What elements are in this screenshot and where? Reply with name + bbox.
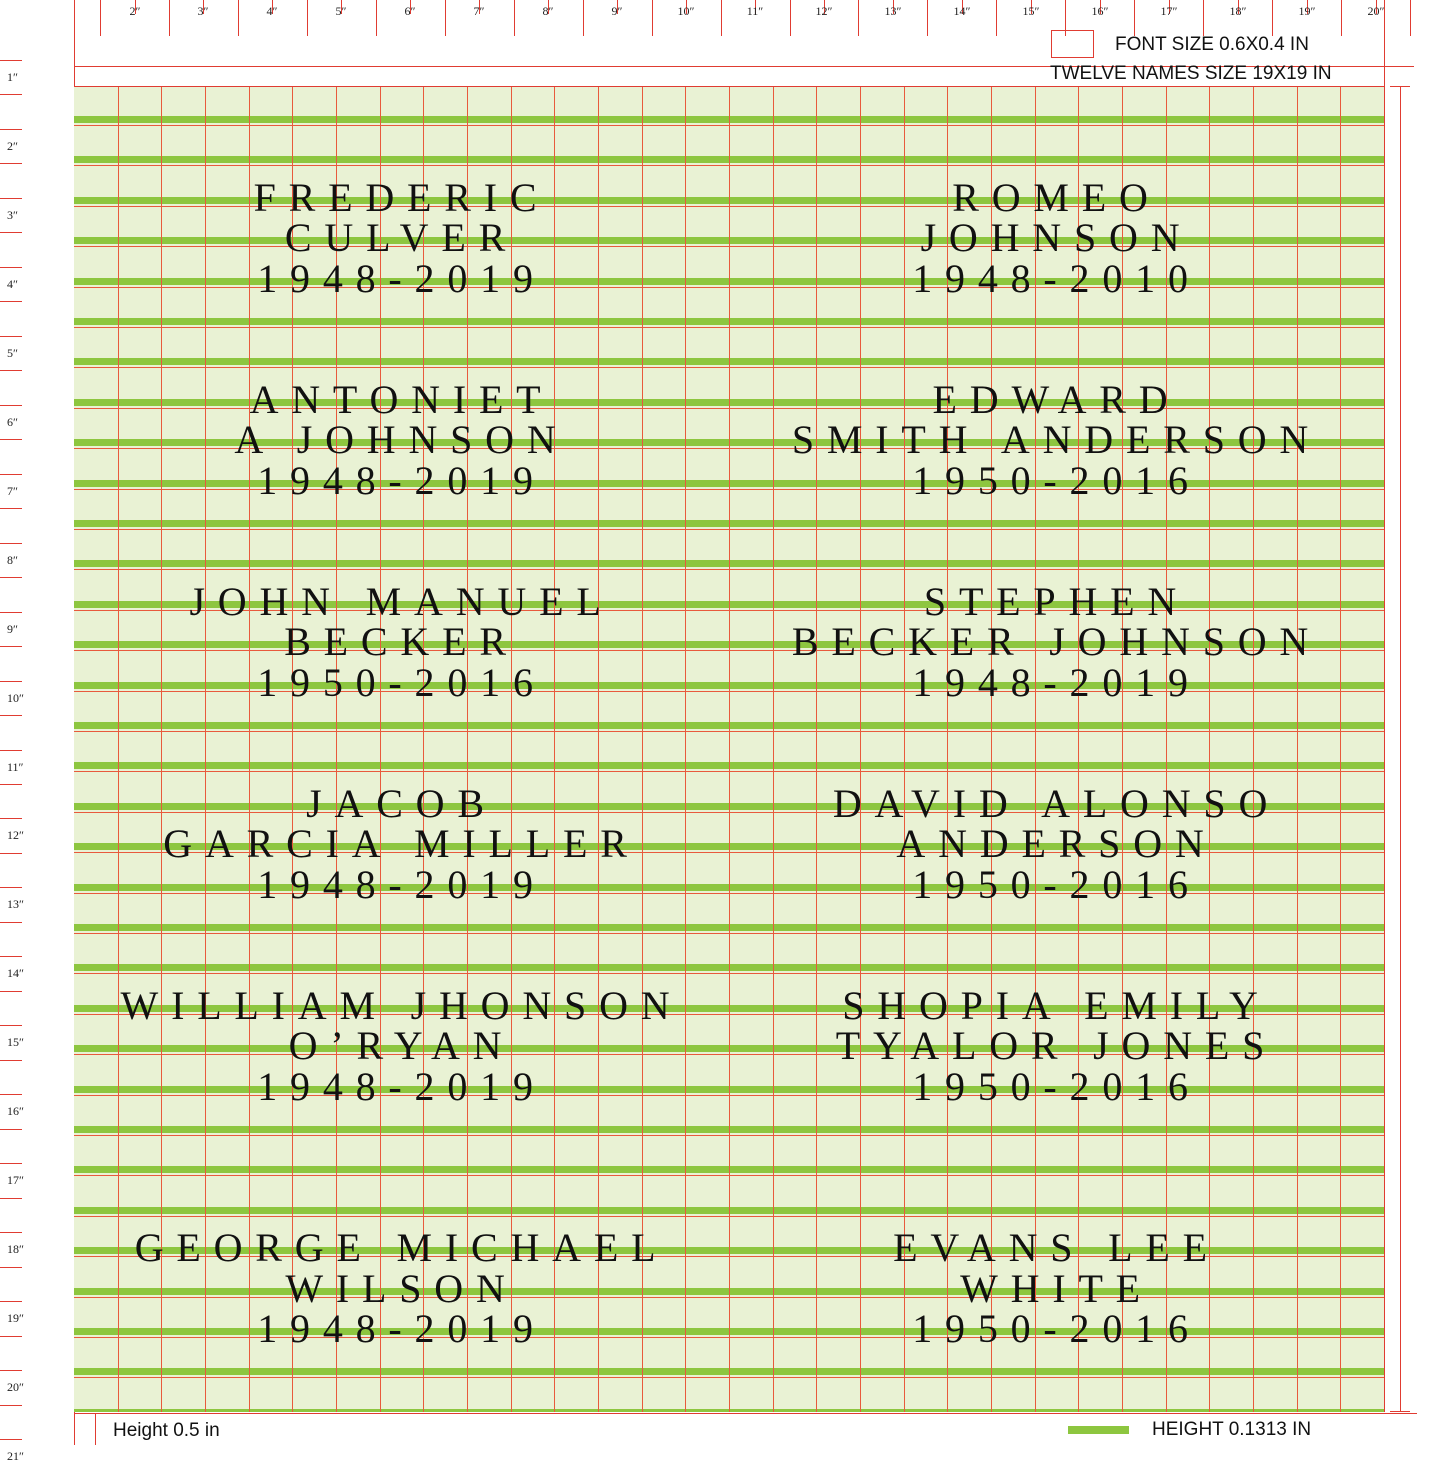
top-ruler-tick (858, 0, 859, 36)
top-ruler-tick (790, 0, 791, 36)
band-color-swatch (1068, 1426, 1129, 1434)
left-ruler-tick (0, 370, 22, 371)
top-ruler-tick (1410, 0, 1411, 36)
right-name-line: SHOPIA EMILY (842, 983, 1271, 1028)
left-ruler-tick (0, 163, 22, 164)
left-name-line: 1948-2019 (257, 256, 546, 301)
left-ruler-tick (0, 232, 22, 233)
top-ruler-tick (652, 0, 653, 36)
left-name-line: WILSON (285, 1266, 518, 1311)
right-name-line: JOHNSON (920, 215, 1193, 260)
top-ruler-label: 18″ (1229, 4, 1247, 18)
top-ruler-label: 2″ (129, 4, 141, 18)
top-ruler-label: 15″ (1022, 4, 1040, 18)
top-ruler-label: 13″ (884, 4, 902, 18)
left-ruler-tick (0, 887, 22, 888)
left-ruler-tick (0, 1405, 22, 1406)
top-ruler-label: 7″ (473, 4, 485, 18)
left-ruler-tick (0, 508, 22, 509)
left-name-line: GEORGE MICHAEL (134, 1225, 669, 1270)
frame-right-line (1384, 0, 1385, 1412)
left-name-line: 1948-2019 (257, 1306, 546, 1351)
left-ruler-tick (0, 1336, 22, 1337)
top-ruler-label: 14″ (953, 4, 971, 18)
left-ruler-tick (0, 1439, 22, 1440)
right-name-line: 1948-2010 (912, 256, 1201, 301)
left-ruler-tick (0, 1025, 22, 1026)
left-name-line: O’RYAN (288, 1023, 515, 1068)
left-ruler-tick (0, 543, 22, 544)
left-ruler-label: 10″ (7, 691, 24, 705)
right-name-line: WHITE (960, 1266, 1153, 1311)
top-ruler-label: 10″ (677, 4, 695, 18)
left-ruler-label: 13″ (7, 897, 24, 911)
left-ruler-label: 18″ (7, 1242, 24, 1256)
left-ruler-tick (0, 1232, 22, 1233)
top-ruler-tick (1134, 0, 1135, 36)
left-name-line: ANTONIET (249, 377, 554, 422)
top-ruler-label: 12″ (815, 4, 833, 18)
left-ruler-label: 2″ (7, 139, 18, 153)
left-ruler-label: 5″ (7, 346, 18, 360)
left-ruler-label: 4″ (7, 277, 18, 291)
top-ruler-label: 17″ (1160, 4, 1178, 18)
left-ruler-tick (0, 336, 22, 337)
font-size-legend-box (1051, 30, 1094, 58)
right-name-line: EDWARD (932, 377, 1181, 422)
right-name-line: ANDERSON (896, 821, 1217, 866)
top-ruler-tick (100, 0, 101, 36)
left-ruler-tick (0, 439, 22, 440)
left-ruler-tick (0, 1301, 22, 1302)
dimension-right-tick-top (1390, 86, 1410, 87)
left-ruler-tick (0, 750, 22, 751)
top-ruler-tick (376, 0, 377, 36)
top-ruler-label: 8″ (542, 4, 554, 18)
left-ruler-tick (0, 646, 22, 647)
left-ruler-tick (0, 681, 22, 682)
names-size-legend-text: TWELVE NAMES SIZE 19X19 IN (1050, 63, 1332, 84)
top-ruler-label: 11″ (746, 4, 764, 18)
left-ruler-tick (0, 784, 22, 785)
dimension-right-line (1400, 86, 1401, 1412)
right-name-line: 1950-2016 (912, 458, 1201, 503)
left-ruler-tick (0, 1094, 22, 1095)
left-name-line: GARCIA MILLER (163, 821, 640, 866)
font-size-legend-text: FONT SIZE 0.6X0.4 IN (1115, 34, 1309, 55)
top-ruler-tick (721, 0, 722, 36)
right-name-line: SMITH ANDERSON (791, 417, 1322, 462)
dimension-right-tick-bottom (1390, 1411, 1410, 1412)
left-ruler-label: 14″ (7, 966, 24, 980)
top-ruler-tick (238, 0, 239, 36)
left-ruler-tick (0, 405, 22, 406)
top-ruler-label: 6″ (404, 4, 416, 18)
left-ruler-label: 1″ (7, 70, 18, 84)
left-name-line: 1948-2019 (257, 458, 546, 503)
left-ruler-label: 9″ (7, 622, 18, 636)
left-ruler-label: 16″ (7, 1104, 24, 1118)
left-ruler-tick (0, 94, 22, 95)
top-ruler-tick (996, 0, 997, 36)
top-ruler-label: 3″ (197, 4, 209, 18)
left-name-line: 1950-2016 (257, 660, 546, 705)
left-ruler-label: 6″ (7, 415, 18, 429)
left-ruler-tick (0, 474, 22, 475)
left-ruler-tick (0, 1198, 22, 1199)
left-ruler-tick (0, 129, 22, 130)
left-name-line: 1948-2019 (257, 1064, 546, 1109)
right-name-line: BECKER JOHNSON (791, 619, 1322, 664)
left-name-line: A JOHNSON (234, 417, 569, 462)
right-name-line: STEPHEN (923, 579, 1190, 624)
left-ruler-tick (0, 715, 22, 716)
left-name-line: BECKER (284, 619, 519, 664)
left-ruler-tick (0, 991, 22, 992)
right-name-line: TYALOR JONES (835, 1023, 1278, 1068)
left-ruler-tick (0, 301, 22, 302)
left-name-line: FREDERIC (253, 175, 550, 220)
top-ruler-tick (927, 0, 928, 36)
right-name-line: 1950-2016 (912, 1306, 1201, 1351)
top-ruler-tick (1341, 0, 1342, 36)
right-name-line: 1950-2016 (912, 862, 1201, 907)
top-ruler-tick (1272, 0, 1273, 36)
left-ruler-label: 19″ (7, 1311, 24, 1325)
left-name-line: WILLIAM JHONSON (120, 983, 683, 1028)
left-ruler-tick (0, 577, 22, 578)
top-ruler-label: 16″ (1091, 4, 1109, 18)
left-ruler-label: 7″ (7, 484, 18, 498)
top-ruler-tick (445, 0, 446, 36)
right-name-line: ROMEO (952, 175, 1161, 220)
left-ruler-tick (0, 922, 22, 923)
left-ruler-label: 3″ (7, 208, 18, 222)
left-ruler-label: 20″ (7, 1380, 24, 1394)
left-ruler-tick (0, 818, 22, 819)
right-name-line: 1950-2016 (912, 1064, 1201, 1109)
row-height-label: Height 0.5 in (113, 1420, 220, 1441)
left-ruler-label: 17″ (7, 1173, 24, 1187)
left-name-line: CULVER (284, 215, 519, 260)
left-ruler-tick (0, 1163, 22, 1164)
band-height-label: HEIGHT 0.1313 IN (1152, 1419, 1312, 1440)
top-ruler-label: 9″ (611, 4, 623, 18)
top-ruler-tick (583, 0, 584, 36)
left-ruler-tick (0, 612, 22, 613)
left-ruler-label: 15″ (7, 1035, 24, 1049)
left-ruler-tick (0, 853, 22, 854)
left-name-line: JOHN MANUEL (189, 579, 614, 624)
left-ruler-tick (0, 267, 22, 268)
left-ruler-tick (0, 1129, 22, 1130)
top-ruler-tick (1203, 0, 1204, 36)
top-ruler-label: 5″ (335, 4, 347, 18)
left-ruler-tick (0, 1267, 22, 1268)
right-name-line: 1948-2019 (912, 660, 1201, 705)
left-ruler-label: 12″ (7, 828, 24, 842)
top-ruler-label: 20″ (1367, 4, 1385, 18)
left-name-line: JACOB (306, 781, 497, 826)
top-ruler-tick (307, 0, 308, 36)
top-ruler-tick (169, 0, 170, 36)
layout-grid (74, 87, 1384, 1412)
left-name-line: 1948-2019 (257, 862, 546, 907)
left-ruler-tick (0, 956, 22, 957)
left-ruler-label: 8″ (7, 553, 18, 567)
dimension-bottom-left-line (95, 1414, 96, 1445)
top-ruler-tick (514, 0, 515, 36)
left-ruler-label: 11″ (7, 760, 24, 774)
left-ruler-tick (0, 1370, 22, 1371)
right-name-line: EVANS LEE (893, 1225, 1220, 1270)
frame-bottom-line (74, 1413, 1417, 1414)
right-name-line: DAVID ALONSO (832, 781, 1281, 826)
top-ruler-label: 19″ (1298, 4, 1316, 18)
top-ruler-label: 4″ (266, 4, 278, 18)
left-ruler-tick (0, 1060, 22, 1061)
left-ruler-tick (0, 60, 22, 61)
left-ruler-tick (0, 198, 22, 199)
left-ruler-label: 21″ (7, 1449, 24, 1463)
